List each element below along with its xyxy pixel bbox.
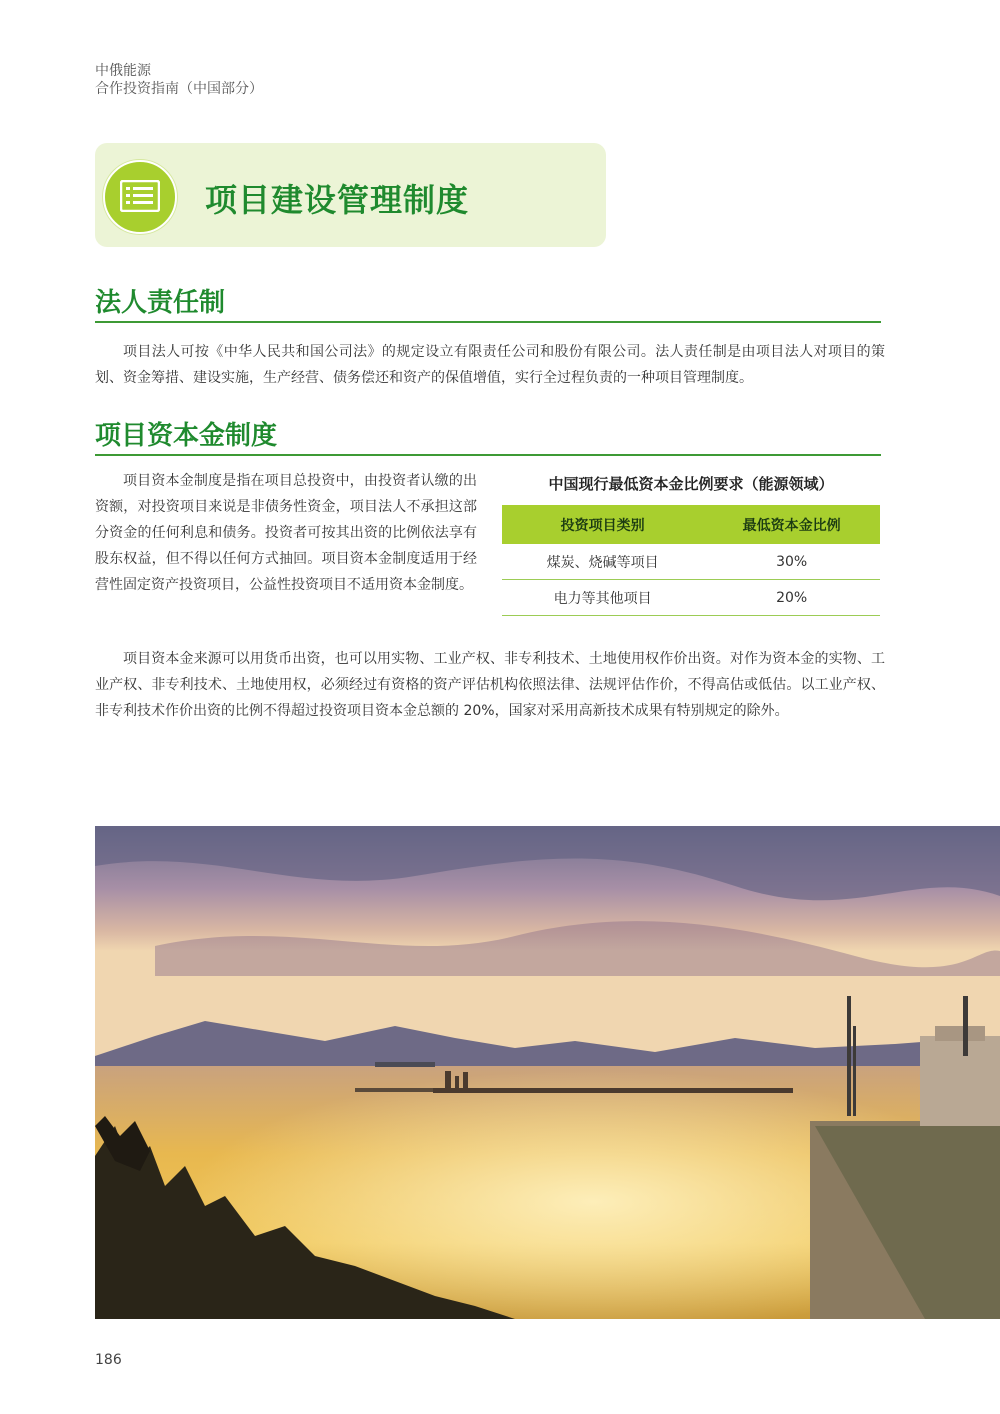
chapter-banner xyxy=(95,143,606,247)
paragraph-legal-person: 项目法人可按《中华人民共和国公司法》的规定设立有限责任公司和股份有限公司。法人责任制是由项目法人对项目的策划、资金筹措、建设实施，生产经营、债务偿还和资产的保值增值，实行全过程负责的一种项目管理制度。 xyxy=(95,344,885,386)
column-header-category: 投资项目类别 xyxy=(502,505,703,544)
table-row xyxy=(502,544,880,580)
cell-category: 煤炭、烧碱等项目 xyxy=(502,544,703,580)
cell-category: 电力等其他项目 xyxy=(502,580,703,616)
table-header-row xyxy=(502,505,880,544)
header-line-2: 合作投资指南（中国部分） xyxy=(95,81,263,97)
chapter-title: 项目建设管理制度 xyxy=(205,181,470,219)
harbor-sunset-photo xyxy=(95,826,1000,1319)
cell-ratio: 20% xyxy=(703,580,880,616)
section-divider xyxy=(95,454,881,456)
page-number: 186 xyxy=(95,1352,122,1368)
running-header xyxy=(95,62,263,98)
paragraph-capital-definition: 项目资本金制度是指在项目总投资中，由投资者认缴的出资额，对投资项目来说是非债务性资金，项目法人不承担这部分资金的任何利息和债务。投资者可按其出资的比例依法享有股东权益，但不得以任何方式抽回。项目资本金制度适用于经营性固定资产投资项目，公益性投资项目不适用资本金制度。 xyxy=(95,473,477,593)
column-header-ratio: 最低资本金比例 xyxy=(703,505,880,544)
capital-ratio-table xyxy=(502,505,880,616)
section-title-legal-person: 法人责任制 xyxy=(95,288,226,318)
section-title-capital: 项目资本金制度 xyxy=(95,421,278,451)
section-divider xyxy=(95,321,881,323)
list-document-icon xyxy=(103,160,177,234)
header-line-1: 中俄能源 xyxy=(95,63,151,79)
table-row xyxy=(502,580,880,616)
table-caption: 中国现行最低资本金比例要求（能源领域） xyxy=(548,475,834,493)
paragraph-capital-sources: 项目资本金来源可以用货币出资，也可以用实物、工业产权、非专利技术、土地使用权作价出资。对作为资本金的实物、工业产权、非专利技术、土地使用权，必须经过有资格的资产评估机构依照法律、法规评估作价，不得高估或低估。以工业产权、非专利技术作价出资的比例不得超过投资项目资本金总额的 20%，国家对采用高新技术成果有特别规定的除外。 xyxy=(95,651,885,719)
cell-ratio: 30% xyxy=(703,544,880,580)
